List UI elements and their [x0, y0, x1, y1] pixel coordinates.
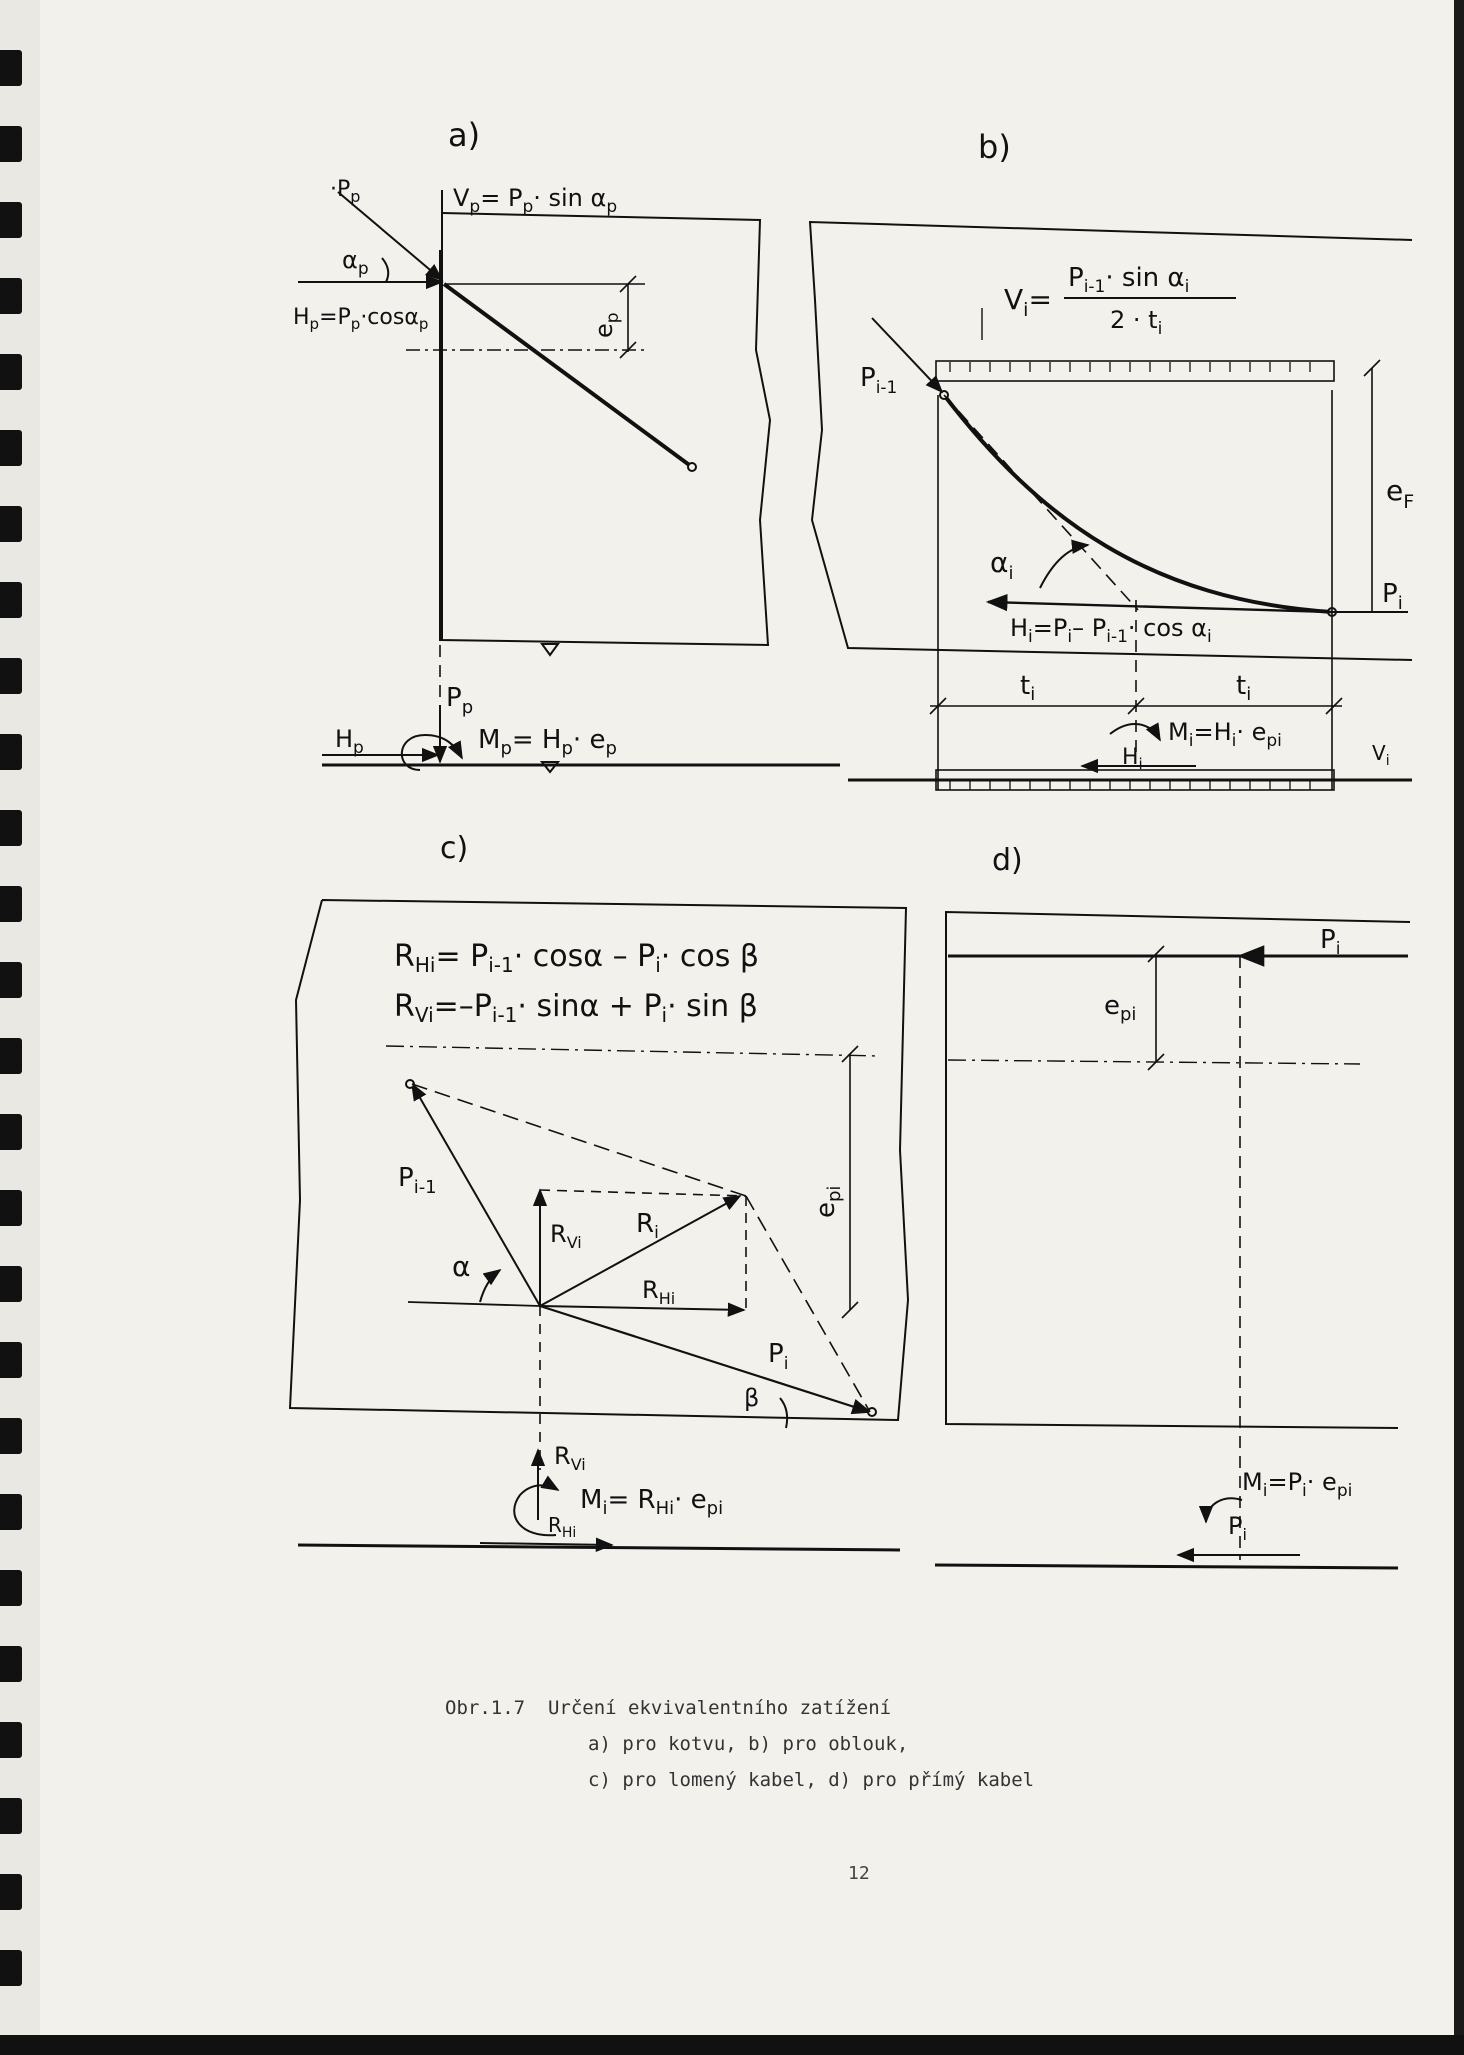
t-left-label: $t_i$	[1020, 671, 1036, 705]
beam-outline	[290, 900, 908, 1420]
p-i-label: $P_i$	[1320, 925, 1341, 959]
panel-label-a: a)	[448, 116, 481, 154]
alpha-arc	[382, 258, 388, 282]
ecc-label: $e_p$	[590, 312, 623, 338]
m-formula: $M_i=H_i\cdot e_{pi}$	[1168, 718, 1282, 751]
figure-caption	[445, 1690, 1034, 1798]
ecc-label: $e_{pi}$	[811, 1185, 845, 1218]
bottom-load-label: $P_p$	[446, 683, 474, 718]
h-bottom-label: $H_i$	[1122, 745, 1143, 773]
p-i-label: $P_i$	[768, 1339, 789, 1374]
beam-outline	[440, 213, 770, 645]
p-i-label: $P_i$	[1382, 579, 1403, 614]
r-i-label: $R_i$	[636, 1209, 659, 1243]
panel-label-c: c)	[440, 831, 469, 866]
alpha-arc	[1040, 545, 1088, 588]
tangent-line	[944, 395, 1138, 610]
panel-c-labels	[394, 939, 845, 1541]
panel-d-labels	[1104, 925, 1352, 1544]
alpha-arc	[480, 1270, 500, 1302]
caption-line-3: c) pro lomený kabel, d) pro přímý kabel	[588, 1769, 1035, 1791]
r-v-label: $R_{Vi}$	[550, 1220, 582, 1252]
beam-axis-line	[935, 1565, 1398, 1568]
equation-rh: $R_{Hi}= P_{i-1}\cdot \cos\alpha - P_i\cdot \cos \beta$	[394, 939, 760, 977]
beam-outline	[946, 912, 1410, 1428]
bottom-h-label: $H_p$	[335, 725, 364, 758]
equation-rv: $R_{Vi}=-P_{i-1}\cdot \sin\alpha + P_i\cdot \sin \beta$	[394, 989, 758, 1027]
p-prev-label: $P_{i-1}$	[398, 1163, 437, 1198]
bottom-rh-arrow	[480, 1543, 612, 1545]
tendon	[444, 284, 692, 467]
r-h-label: $R_{Hi}$	[642, 1276, 676, 1308]
beta-label: β	[744, 1384, 760, 1412]
moment-formula: $M_i=P_i\cdot e_{pi}$	[1242, 1468, 1353, 1501]
bottom-p-label: $P_i$	[1228, 1512, 1247, 1544]
caption-line-2: a) pro kotvu, b) pro oblouk,	[588, 1733, 909, 1755]
moment-arrow	[1110, 724, 1160, 740]
beta-arc	[780, 1398, 787, 1428]
caption-line-1: Obr.1.7 Určení ekvivalentního zatížení	[445, 1697, 892, 1719]
svg-text:·Pp: $\cdot P_p$	[330, 177, 361, 206]
v-formula-numerator: $P_{i-1}\cdot \sin \alpha_i$	[1068, 263, 1190, 297]
alpha-label: α	[452, 1250, 471, 1283]
support-triangle	[542, 644, 558, 655]
ecc-label: $e_F$	[1386, 474, 1415, 513]
t-right-label: $t_i$	[1236, 671, 1252, 705]
v-bottom-label: $V_i$	[1372, 741, 1390, 769]
panel-b	[810, 128, 1415, 790]
alpha-label: $\alpha_i$	[990, 546, 1014, 584]
panel-label-b: b)	[978, 128, 1011, 166]
p-prev-label: $P_{i-1}$	[860, 363, 898, 398]
force-p-i-arrow	[540, 1306, 870, 1412]
curved-tendon	[944, 395, 1332, 612]
alpha-label: $\alpha_p$	[342, 246, 369, 279]
h-formula: $H_i=P_i-$ $P_{i-1}\cdot \cos \alpha_i$	[1010, 614, 1212, 647]
tendon-end	[688, 463, 696, 471]
bottom-rv-label: $R_{Vi}$	[554, 1442, 586, 1474]
moment-formula: $M_i= R_{Hi}\cdot e_{pi}$	[580, 1485, 724, 1519]
page-number: 12	[848, 1863, 870, 1884]
r-h-arrow	[540, 1306, 744, 1310]
panel-a	[298, 116, 840, 772]
panel-a-labels	[293, 177, 623, 759]
v-formula-denominator: $2 \cdot t_i$	[1110, 306, 1163, 339]
panel-label-d: d)	[992, 843, 1023, 878]
centroid-axis	[386, 1046, 880, 1056]
moment-formula: $M_p= H_p\cdot e_p$	[478, 725, 617, 759]
top-distributed-load	[936, 361, 1334, 381]
horizontal-formula: $H_p=P_p\cdot\cos\alpha_p$	[293, 305, 429, 333]
ecc-label: $e_{pi}$	[1104, 991, 1137, 1025]
bottom-rh-label: $R_{Hi}$	[548, 1513, 577, 1541]
panel-b-labels	[860, 263, 1414, 773]
v-formula-lhs: $V_i=$	[1004, 283, 1052, 321]
vertical-formula: $V_p= P_p\cdot \sin \alpha_p$	[453, 184, 618, 217]
